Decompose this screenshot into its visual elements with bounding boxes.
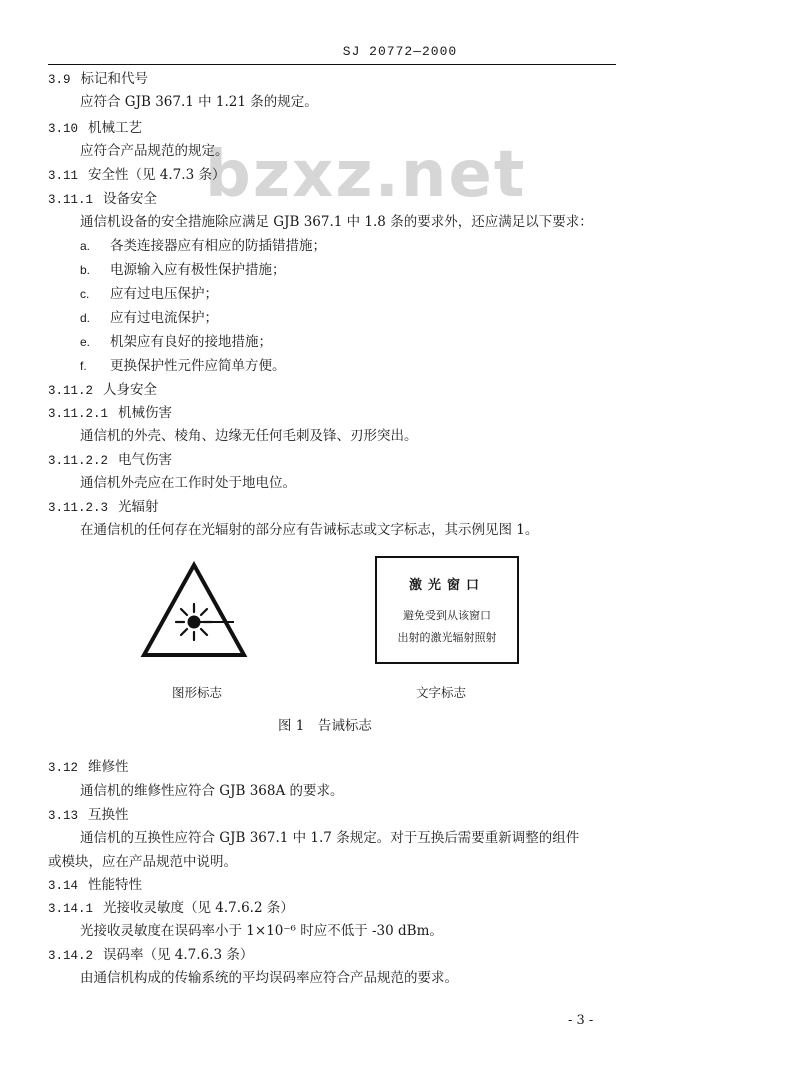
section-number: 3.14.2 <box>48 949 94 963</box>
section-number: 3.13 <box>48 809 79 823</box>
section-title: 光接收灵敏度（见 4.7.6.2 条） <box>103 900 294 916</box>
label-box-line-1: 避免受到从该窗口 <box>403 609 491 622</box>
section-number: 3.11.2 <box>48 384 94 398</box>
figure-caption-graphic: 图形标志 <box>172 685 223 700</box>
list-item <box>80 357 286 375</box>
list-item-label: b. <box>80 263 91 277</box>
section-title: 安全性（见 4.7.3 条） <box>88 167 226 183</box>
list-item-label: e. <box>80 335 91 349</box>
list-item-label: f. <box>80 359 87 373</box>
section-3-11-2-1-heading <box>48 404 172 423</box>
section-3-14-2-text: 由通信机构成的传输系统的平均误码率应符合产品规范的要求。 <box>80 970 458 986</box>
section-3-11-2-3-text: 在通信机的任何存在光辐射的部分应有告诫标志或文字标志，其示例见图 1。 <box>80 522 539 538</box>
list-item <box>80 333 272 351</box>
laser-warning-triangle-icon <box>140 561 248 661</box>
list-item <box>80 285 218 303</box>
list-item-text: 电源输入应有极性保护措施； <box>110 262 286 278</box>
section-3-11-2-2-heading <box>48 451 172 470</box>
list-item-label: c. <box>80 287 90 301</box>
section-3-12-text: 通信机的维修性应符合 GJB 368A 的要求。 <box>80 783 344 799</box>
section-number: 3.11.2.2 <box>48 454 109 468</box>
section-number: 3.11 <box>48 169 79 183</box>
section-number: 3.10 <box>48 122 79 136</box>
section-number: 3.14.1 <box>48 902 94 916</box>
section-number: 3.14 <box>48 879 79 893</box>
section-3-11-2-3-heading <box>48 498 159 517</box>
list-item <box>80 261 286 279</box>
list-item-label: d. <box>80 311 91 325</box>
section-3-11-2-1-text: 通信机的外壳、棱角、边缘无任何毛刺及锋、刃形突出。 <box>80 428 418 444</box>
list-item-text: 各类连接器应有相应的防插错措施； <box>110 238 326 254</box>
section-number: 3.9 <box>48 73 71 87</box>
section-3-11-2-heading <box>48 381 157 400</box>
watermark: bzxz.net <box>205 138 527 212</box>
header-code: SJ 20772—2000 <box>342 44 458 59</box>
section-number: 3.12 <box>48 761 79 775</box>
list-item-label: a. <box>80 239 91 253</box>
section-title: 人身安全 <box>103 382 158 398</box>
header-rule <box>48 64 616 65</box>
figure-1-caption: 图 1 告诫标志 <box>278 718 372 734</box>
section-number: 3.11.2.1 <box>48 407 109 421</box>
section-3-13-text-line-1: 通信机的互换性应符合 GJB 367.1 中 1.7 条规定。对于互换后需要重新调整的组件 <box>80 830 580 846</box>
label-box-title: 激光窗口 <box>408 578 485 593</box>
section-3-13-text-line-2: 或模块，应在产品规范中说明。 <box>48 854 237 870</box>
section-title: 电气伤害 <box>118 452 173 468</box>
figure-caption-text: 文字标志 <box>416 685 467 700</box>
section-3-13-heading <box>48 806 129 825</box>
list-item <box>80 309 218 327</box>
section-title: 机械伤害 <box>118 405 173 421</box>
section-3-14-1-text: 光接收灵敏度在误码率小于 1×10⁻⁶ 时应不低于 -30 dBm。 <box>80 923 443 939</box>
section-3-9-heading <box>48 70 148 89</box>
section-title: 光辐射 <box>118 499 159 515</box>
section-title: 互换性 <box>88 807 129 823</box>
list-item-text: 机架应有良好的接地措施； <box>110 334 272 350</box>
list-item-text: 更换保护性元件应简单方便。 <box>110 358 286 374</box>
page-number: - 3 - <box>568 1013 594 1028</box>
list-item-text: 应有过电压保护； <box>110 286 218 302</box>
section-3-9-text: 应符合 GJB 367.1 中 1.21 条的规定。 <box>80 94 318 110</box>
section-title: 维修性 <box>88 759 129 775</box>
list-item-text: 应有过电流保护； <box>110 310 218 326</box>
section-3-11-heading <box>48 166 225 185</box>
section-number: 3.11.2.3 <box>48 501 109 515</box>
section-3-10-heading <box>48 119 142 138</box>
laser-window-label-box <box>375 556 519 664</box>
label-box-line-2: 出射的激光辐射照射 <box>397 631 497 644</box>
section-3-10-text: 应符合产品规范的规定。 <box>80 143 229 159</box>
section-number: 3.11.1 <box>48 193 94 207</box>
section-3-12-heading <box>48 758 129 777</box>
section-title: 机械工艺 <box>88 120 143 136</box>
section-3-11-1-heading <box>48 190 157 209</box>
section-title: 误码率（见 4.7.6.3 条） <box>103 947 254 963</box>
section-title: 标记和代号 <box>80 71 149 87</box>
section-3-11-2-2-text: 通信机外壳应在工作时处于地电位。 <box>80 475 296 491</box>
section-title: 性能特性 <box>88 877 143 893</box>
section-3-14-2-heading <box>48 946 253 965</box>
section-3-14-heading <box>48 876 142 895</box>
list-item <box>80 237 326 255</box>
section-3-11-1-text: 通信机设备的安全措施除应满足 GJB 367.1 中 1.8 条的要求外，还应满足以下要求： <box>80 214 593 230</box>
section-title: 设备安全 <box>103 191 158 207</box>
section-3-14-1-heading <box>48 899 294 918</box>
